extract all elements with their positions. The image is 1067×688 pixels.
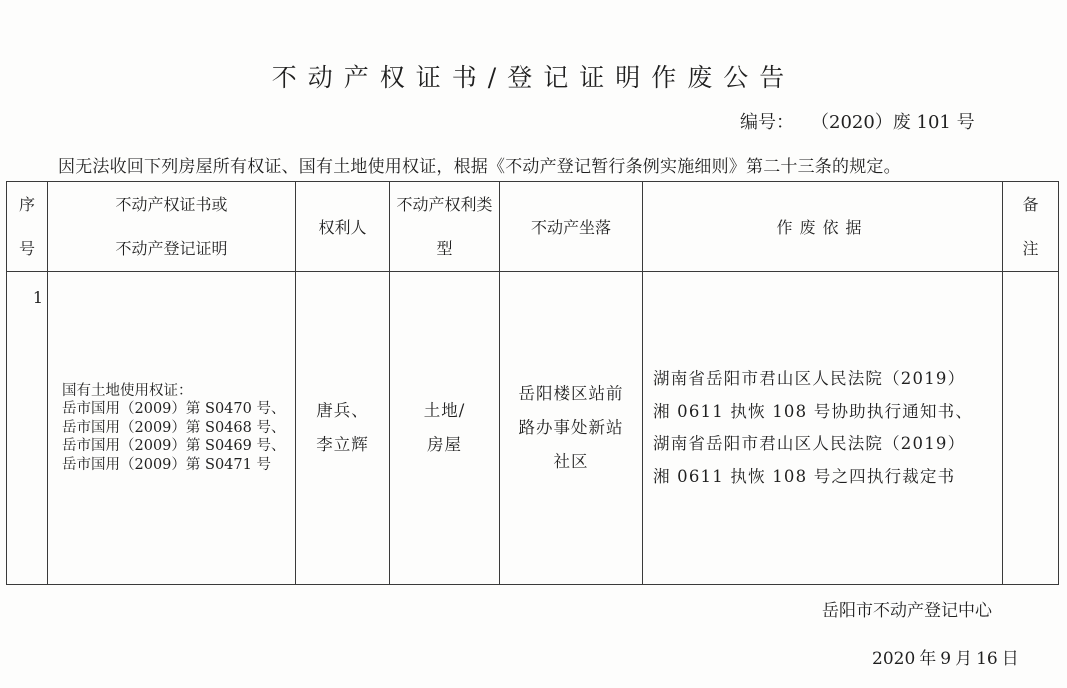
- issuer-name: 岳阳市不动产登记中心: [822, 601, 992, 621]
- date-year-unit: 年: [919, 649, 937, 669]
- location-line: 社区: [553, 452, 589, 471]
- date-day: 16: [976, 649, 998, 669]
- location-line: 路办事处新站: [518, 418, 624, 437]
- document-number-value: （2020）废 101 号: [820, 112, 975, 133]
- location-line: 岳阳楼区站前: [518, 384, 624, 403]
- date-day-unit: 日: [1001, 649, 1019, 669]
- basis-line: 湘 0611 执恢 108 号之四执行裁定书: [653, 466, 956, 486]
- row-seq: 1: [7, 272, 48, 585]
- void-certificate-table: [6, 181, 1059, 585]
- header-remark-line2: 注: [1022, 238, 1039, 258]
- date-year: 2020: [872, 649, 916, 669]
- certificate-line: 岳市国用（2009）第 S0471 号: [62, 456, 271, 473]
- document-number: [740, 108, 975, 134]
- right-type-line: 房屋: [427, 435, 462, 454]
- intro-paragraph: 因无法收回下列房屋所有权证、国有土地使用权证，根据《不动产登记暂行条例实施细则》第二十三条的规定。: [58, 157, 901, 177]
- right-type-line: 土地/: [423, 401, 466, 420]
- holder-line: 唐兵、: [316, 401, 369, 420]
- row-location: [500, 272, 643, 585]
- header-seq-line1: 序: [18, 194, 35, 214]
- header-seq-line2: 号: [18, 238, 35, 258]
- header-right-type-line2: 型: [436, 238, 453, 258]
- row-remark: [1003, 272, 1059, 585]
- table-row: [7, 272, 1059, 585]
- page-title: 不动产权证书/登记证明作废公告: [271, 63, 796, 92]
- basis-line: 湖南省岳阳市君山区人民法院（2019）: [653, 434, 966, 453]
- table-header-row: [7, 182, 1059, 272]
- date-month: 9: [940, 649, 952, 669]
- certificate-line: 岳市国用（2009）第 S0470 号、: [62, 401, 286, 418]
- header-holder: 权利人: [296, 182, 390, 272]
- row-basis: [643, 272, 1003, 585]
- issue-date: [872, 644, 1023, 669]
- certificate-line: 岳市国用（2009）第 S0468 号、: [62, 419, 286, 436]
- header-seq: [7, 182, 48, 272]
- header-remark-line1: 备: [1022, 194, 1039, 214]
- header-certificate: [48, 182, 296, 272]
- header-basis: 作废依据: [643, 182, 1003, 272]
- header-certificate-line2: 不动产登记证明: [115, 238, 228, 258]
- basis-line: 湘 0611 执恢 108 号协助执行通知书、: [653, 401, 974, 421]
- date-month-unit: 月: [955, 649, 973, 669]
- header-location: 不动产坐落: [500, 182, 643, 272]
- row-certificates: [48, 272, 296, 585]
- certificate-line: 岳市国用（2009）第 S0469 号、: [62, 438, 286, 455]
- header-right-type: [390, 182, 500, 272]
- certificate-line: 国有土地使用权证：: [62, 382, 193, 399]
- basis-line: 湖南省岳阳市君山区人民法院（2019）: [653, 369, 966, 388]
- header-remark: [1003, 182, 1059, 272]
- row-holder: [296, 272, 390, 585]
- row-right-type: [390, 272, 500, 585]
- header-right-type-line1: 不动产权利类: [396, 194, 493, 214]
- document-number-label: 编号：: [740, 112, 794, 133]
- holder-line: 李立辉: [316, 435, 369, 454]
- header-certificate-line1: 不动产权证书或: [115, 194, 228, 214]
